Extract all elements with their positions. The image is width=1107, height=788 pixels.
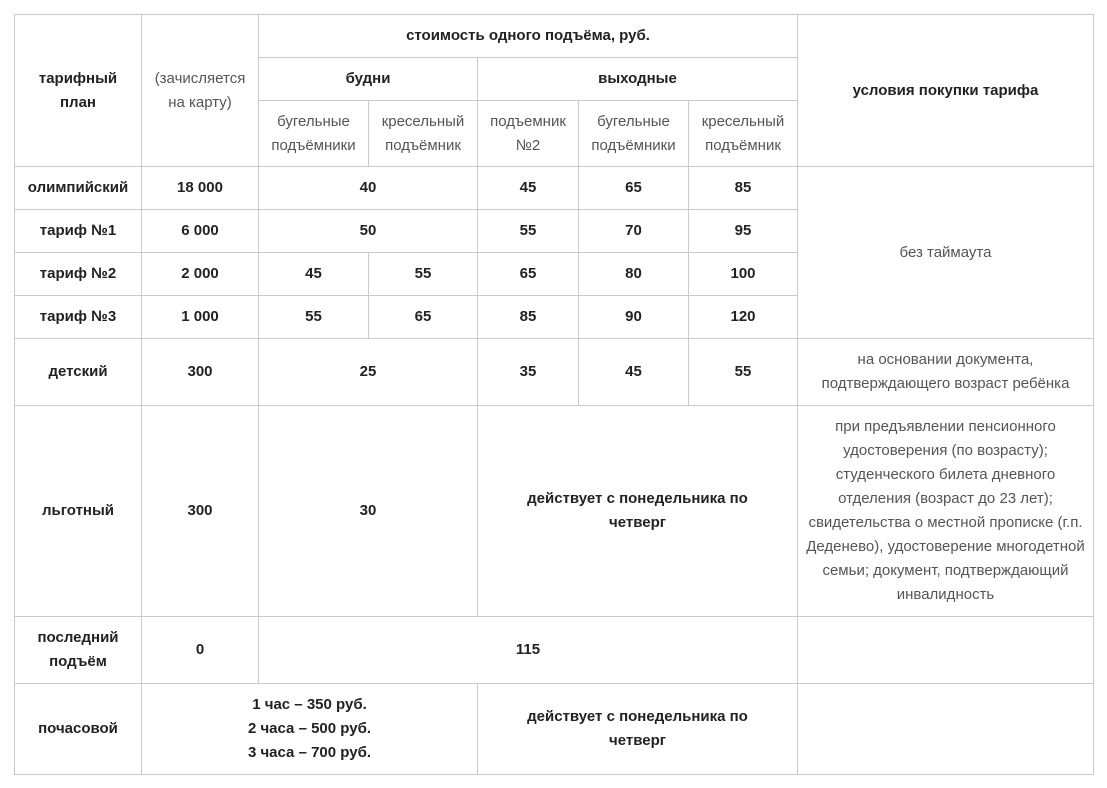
last-lift-price: 115 <box>259 617 798 684</box>
empty-condition <box>798 684 1094 775</box>
plan-name: почасовой <box>15 684 142 775</box>
plan-name: последний подъём <box>15 617 142 684</box>
credit-value: 1 000 <box>142 296 259 339</box>
table-row <box>15 684 1094 775</box>
chair-price: 120 <box>689 296 798 339</box>
header-plan: тарифный план <box>15 15 142 167</box>
drag-price: 65 <box>579 167 689 210</box>
credit-value: 300 <box>142 406 259 617</box>
purchase-condition: при предъявлении пенсионного удостоверения (по возрасту); студенческого билета дневного отделения (возраст до 23 лет); свидетельства о местной прописке (г.п. Деденево), удостоверение многодетной семьи; документ, подтверждающий инвалидность <box>798 406 1094 617</box>
plan-name: тариф №2 <box>15 253 142 296</box>
weekday-price: 30 <box>259 406 478 617</box>
credit-value: 18 000 <box>142 167 259 210</box>
header-conditions: условия покупки тарифа <box>798 15 1094 167</box>
weekday-chair-price: 65 <box>369 296 478 339</box>
hourly-price-2h: 2 часа – 500 руб. <box>247 720 372 737</box>
header-drag-lifts-weekend: бугельные подъёмники <box>579 101 689 167</box>
table-row <box>15 406 1094 617</box>
weekday-drag-price: 55 <box>259 296 369 339</box>
empty-condition <box>798 617 1094 684</box>
weekday-drag-price: 45 <box>259 253 369 296</box>
plan-name: льготный <box>15 406 142 617</box>
weekday-chair-price: 55 <box>369 253 478 296</box>
header-weekends: выходные <box>478 58 798 101</box>
no-timeout-condition: без таймаута <box>798 167 1094 339</box>
header-cost: стоимость одного подъёма, руб. <box>259 15 798 58</box>
lift2-price: 65 <box>478 253 579 296</box>
plan-name: тариф №3 <box>15 296 142 339</box>
plan-name: олимпийский <box>15 167 142 210</box>
weekday-price: 25 <box>259 339 478 406</box>
drag-price: 80 <box>579 253 689 296</box>
chair-price: 100 <box>689 253 798 296</box>
weekend-note: действует с понедельника по четверг <box>478 406 798 617</box>
hourly-price-1h: 1 час – 350 руб. <box>252 696 367 713</box>
chair-price: 95 <box>689 210 798 253</box>
tariff-table <box>14 14 1094 775</box>
credit-value: 300 <box>142 339 259 406</box>
hourly-price-3h: 3 часа – 700 руб. <box>247 744 372 761</box>
credit-value: 6 000 <box>142 210 259 253</box>
lift2-price: 45 <box>478 167 579 210</box>
credit-value: 2 000 <box>142 253 259 296</box>
lift2-price: 85 <box>478 296 579 339</box>
header-weekdays: будни <box>259 58 478 101</box>
header-chair-lift-weekend: кресельный подъёмник <box>689 101 798 167</box>
table-row <box>15 339 1094 406</box>
header-lift2: подъемник №2 <box>478 101 579 167</box>
drag-price: 70 <box>579 210 689 253</box>
table-row <box>15 617 1094 684</box>
weekday-price: 40 <box>259 167 478 210</box>
chair-price: 55 <box>689 339 798 406</box>
drag-price: 90 <box>579 296 689 339</box>
plan-name: тариф №1 <box>15 210 142 253</box>
lift2-price: 35 <box>478 339 579 406</box>
plan-name: детский <box>15 339 142 406</box>
purchase-condition: на основании документа, подтверждающего возраст ребёнка <box>798 339 1094 406</box>
chair-price: 85 <box>689 167 798 210</box>
hourly-prices <box>142 684 478 775</box>
weekend-note: действует с понедельника по четверг <box>478 684 798 775</box>
drag-price: 45 <box>579 339 689 406</box>
header-chair-lift: кресельный подъёмник <box>369 101 478 167</box>
header-drag-lifts: бугельные подъёмники <box>259 101 369 167</box>
weekday-price: 50 <box>259 210 478 253</box>
lift2-price: 55 <box>478 210 579 253</box>
table-row <box>15 167 1094 210</box>
credit-value: 0 <box>142 617 259 684</box>
header-credited: (зачисляется на карту) <box>142 15 259 167</box>
